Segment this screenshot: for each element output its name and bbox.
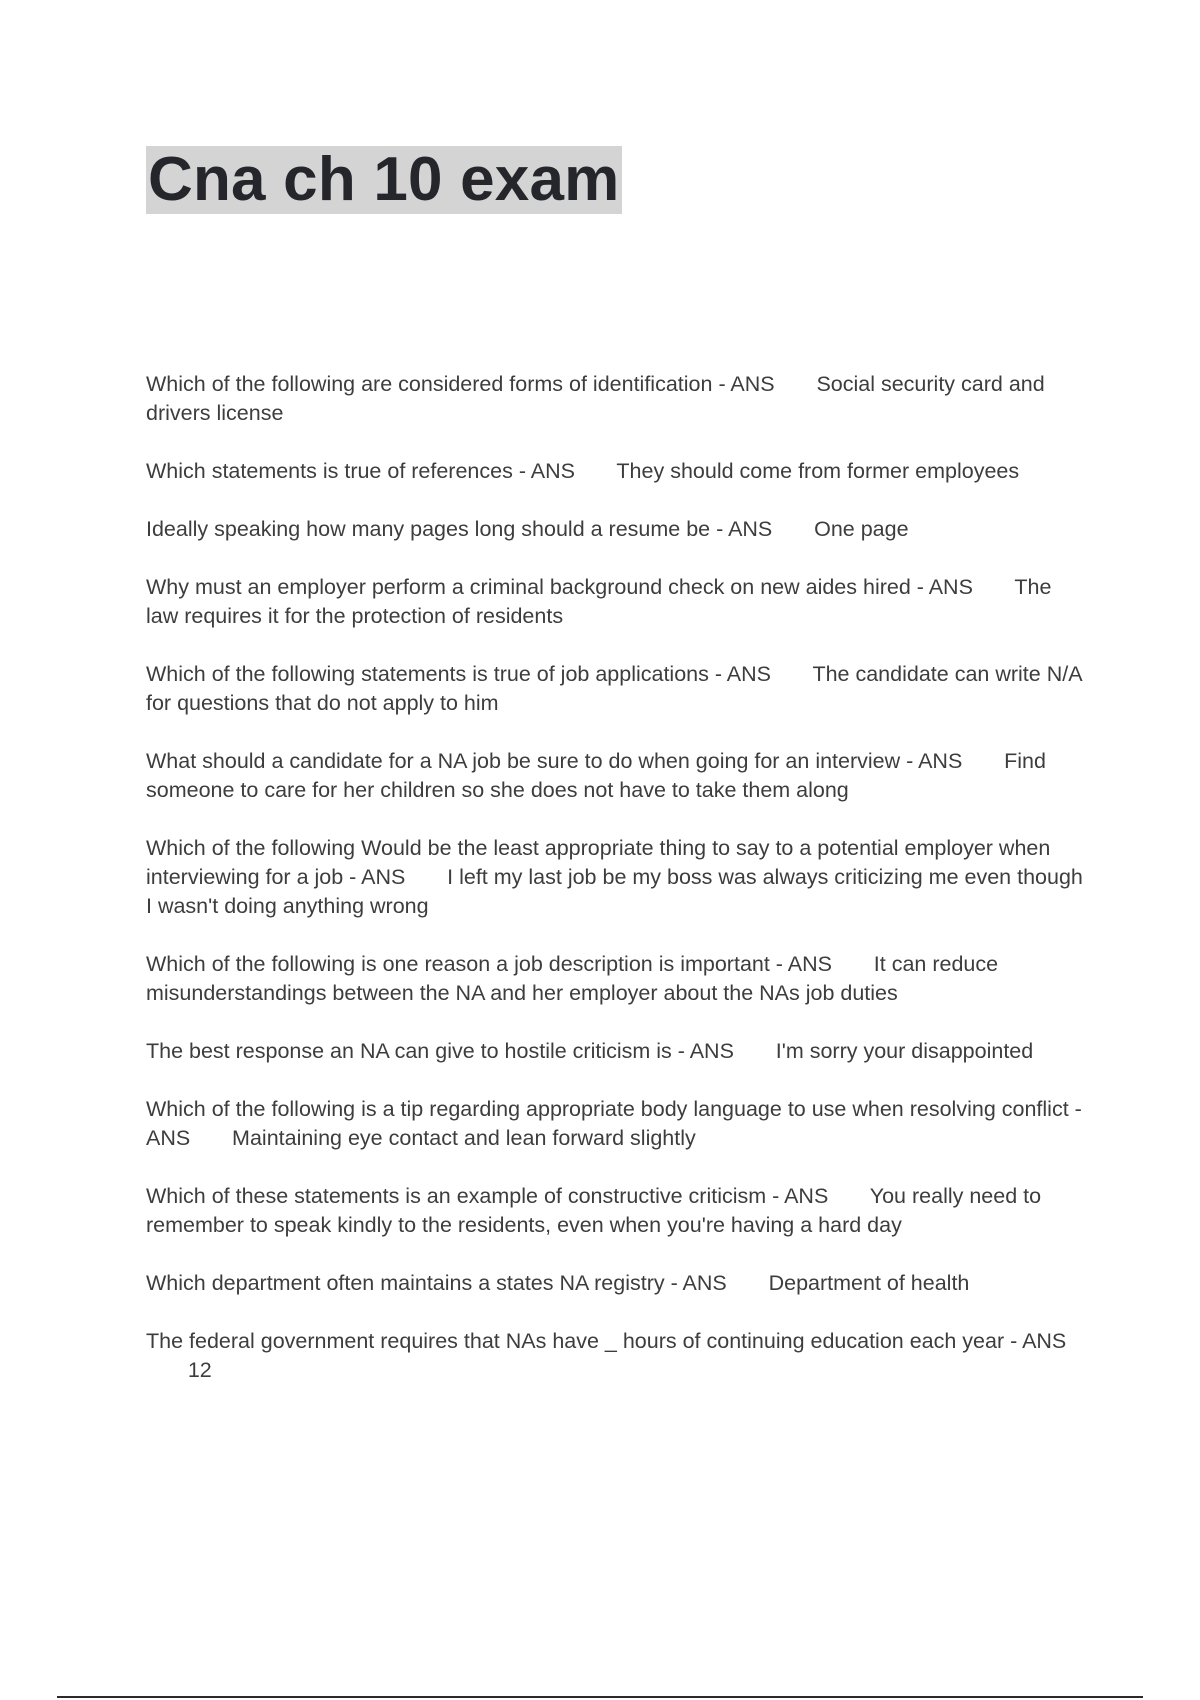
question-text: Which statements is true of references xyxy=(146,459,513,483)
qa-item: Which statements is true of references - ANS They should come from former employees xyxy=(146,459,1020,483)
answer-text: The candidate can write N/A for questions that do not apply to him xyxy=(146,662,1082,715)
question-text: Why must an employer perform a criminal background check on new aides hired xyxy=(146,575,911,599)
qa-item: Which of the following Would be the least appropriate thing to say to a potential employer when interviewing for a job - ANS I left my last job be my boss was always criticizing me even though I wasn't doing anything wrong xyxy=(146,836,1083,918)
answer-marker: ANS xyxy=(918,749,963,773)
question-text: Which of the following statements is true of job applications xyxy=(146,662,709,686)
qa-list xyxy=(146,370,1086,1414)
answer-marker: ANS xyxy=(146,1126,191,1150)
answer-text: Maintaining eye contact and lean forward slightly xyxy=(232,1126,696,1150)
answer-marker: ANS xyxy=(784,1184,829,1208)
answer-marker: ANS xyxy=(726,662,772,686)
answer-text: They should come from former employees xyxy=(616,459,1020,483)
answer-text: One page xyxy=(814,517,909,541)
answer-marker: ANS xyxy=(361,865,406,889)
question-text: Which of the following Would be the least appropriate thing to say to a potential employer when interviewing for a job xyxy=(146,836,1051,889)
answer-text: Social security card and drivers license xyxy=(146,372,1045,425)
answer-marker: ANS xyxy=(728,517,773,541)
question-text: What should a candidate for a NA job be sure to do when going for an interview xyxy=(146,749,901,773)
answer-marker: ANS xyxy=(928,575,973,599)
footer-divider xyxy=(57,1696,1143,1698)
answer-marker: ANS xyxy=(730,372,775,396)
question-text: Ideally speaking how many pages long should a resume be xyxy=(146,517,711,541)
qa-item: Which of the following is a tip regarding appropriate body language to use when resolving conflict - ANS Maintaining eye contact and lean forward slightly xyxy=(146,1097,1082,1150)
question-text: Which department often maintains a states NA registry xyxy=(146,1271,665,1295)
answer-text: It can reduce misunderstandings between the NA and her employer about the NAs job duties xyxy=(146,952,999,1005)
page-title: Cna ch 10 exam xyxy=(148,145,620,214)
answer-text: The law requires it for the protection of residents xyxy=(146,575,1052,628)
answer-text: You really need to remember to speak kindly to the residents, even when you're having a hard day xyxy=(146,1184,1042,1237)
question-text: Which of the following is a tip regarding appropriate body language to use when resolving conflict xyxy=(146,1097,1069,1121)
qa-item: Ideally speaking how many pages long should a resume be - ANS One page xyxy=(146,517,909,541)
answer-marker: ANS xyxy=(1022,1329,1067,1353)
qa-item: Which of the following is one reason a job description is important - ANS It can reduce misunderstandings between the NA and her employer about the NAs job duties xyxy=(146,952,999,1005)
answer-text: I left my last job be my boss was always criticizing me even though I wasn't doing anything wrong xyxy=(146,865,1083,918)
qa-item: Which of these statements is an example of constructive criticism - ANS You really need to remember to speak kindly to the residents, even when you're having a hard day xyxy=(146,1184,1042,1237)
title-block xyxy=(146,146,622,214)
qa-item: What should a candidate for a NA job be sure to do when going for an interview - ANS Find someone to care for her children so she does not have to take them along xyxy=(146,749,1046,802)
answer-text: I'm sorry your disappointed xyxy=(775,1039,1034,1063)
answer-marker: ANS xyxy=(689,1039,734,1063)
answer-text: Department of health xyxy=(768,1271,970,1295)
answer-marker: ANS xyxy=(530,459,575,483)
qa-item: Which of the following statements is true of job applications - ANS The candidate can write N/A for questions that do not apply to him xyxy=(146,662,1082,715)
qa-item: Which department often maintains a states NA registry - ANS Department of health xyxy=(146,1271,970,1295)
qa-item: Which of the following are considered forms of identification - ANS Social security card and drivers license xyxy=(146,372,1045,425)
question-text: Which of the following is one reason a job description is important xyxy=(146,952,770,976)
question-text: Which of these statements is an example of constructive criticism xyxy=(146,1184,767,1208)
answer-text: Find someone to care for her children so she does not have to take them along xyxy=(146,749,1046,802)
answer-marker: ANS xyxy=(787,952,832,976)
question-text: Which of the following are considered forms of identification xyxy=(146,372,713,396)
qa-item: The federal government requires that NAs have _ hours of continuing education each year - ANS 12 xyxy=(146,1329,1067,1382)
answer-text: 12 xyxy=(187,1358,212,1382)
answer-marker: ANS xyxy=(682,1271,727,1295)
qa-item: Why must an employer perform a criminal background check on new aides hired - ANS The law requires it for the protection of residents xyxy=(146,575,1052,628)
question-text: The federal government requires that NAs have _ hours of continuing education each year xyxy=(146,1329,1005,1353)
qa-item: The best response an NA can give to hostile criticism is - ANS I'm sorry your disappointed xyxy=(146,1039,1034,1063)
question-text: The best response an NA can give to hostile criticism is xyxy=(146,1039,672,1063)
